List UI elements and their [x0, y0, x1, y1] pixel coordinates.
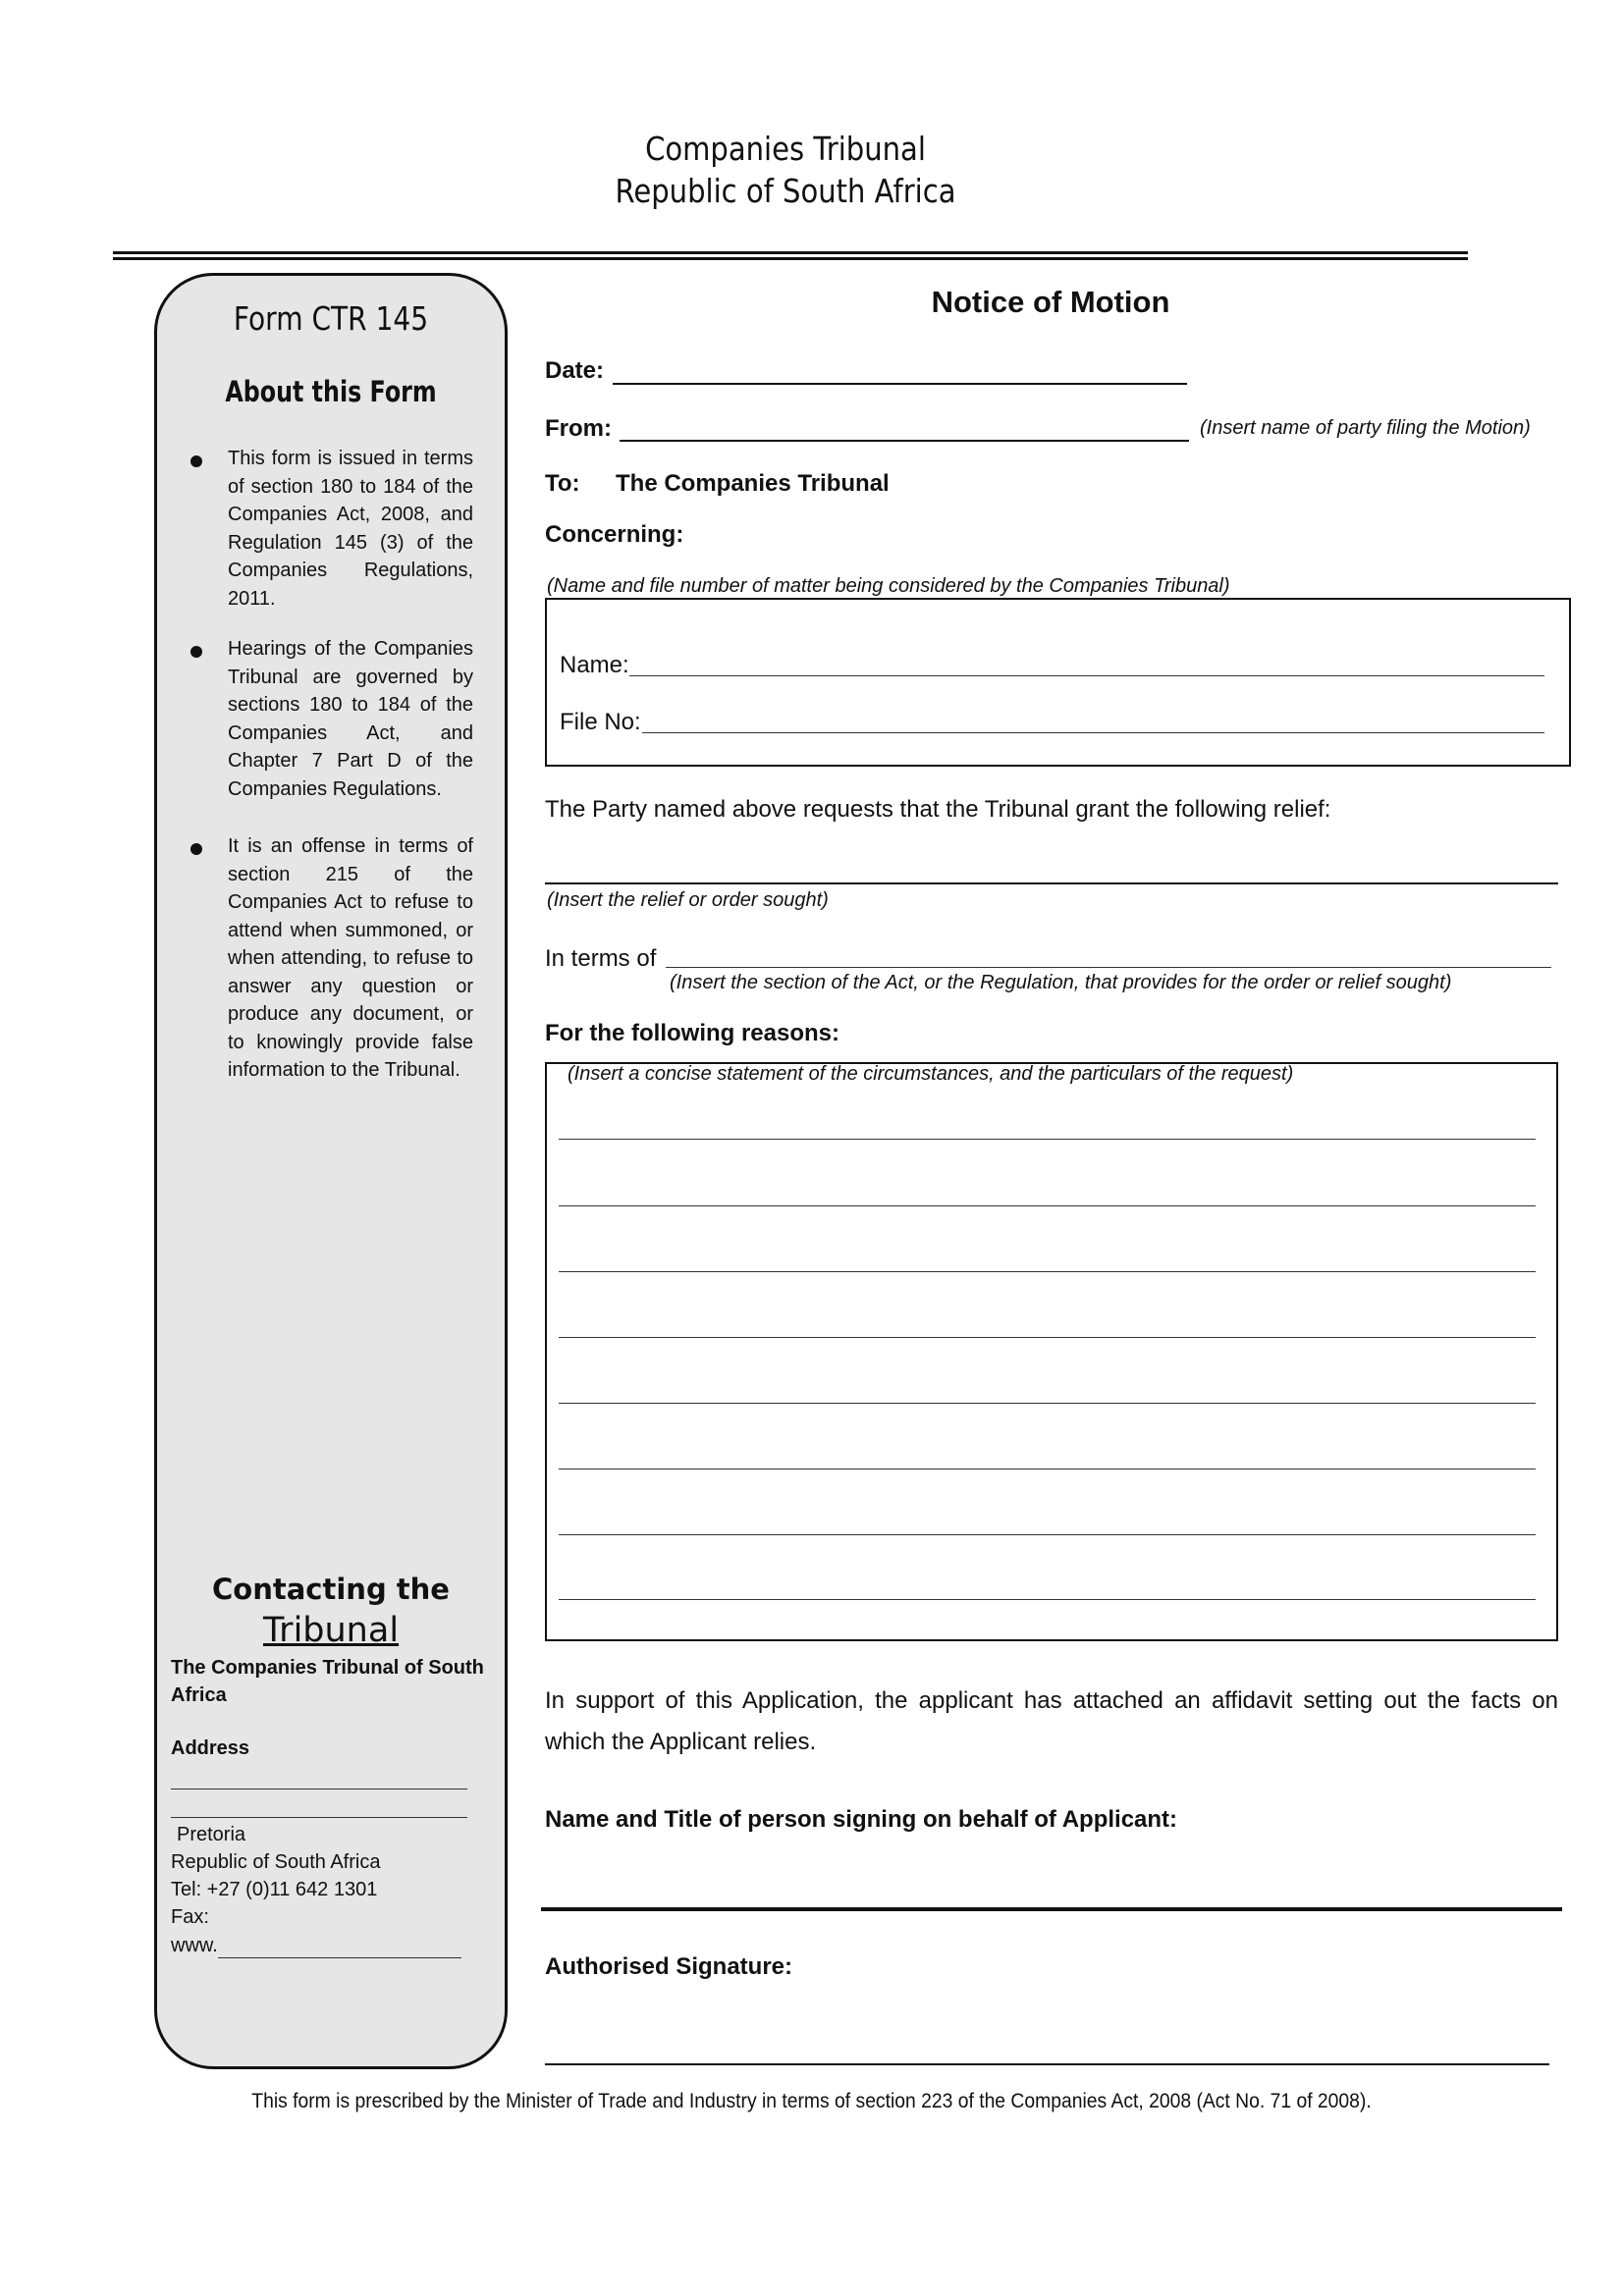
contact-heading-tribunal: Tribunal	[262, 1611, 400, 1650]
signer-field[interactable]	[541, 1907, 1562, 1911]
from-hint: (Insert name of party filing the Motion)	[1200, 417, 1531, 439]
reason-line-4[interactable]	[559, 1337, 1536, 1338]
signature-field[interactable]	[545, 2063, 1549, 2065]
name-field[interactable]	[629, 675, 1544, 676]
reason-line-6[interactable]	[559, 1468, 1536, 1469]
bullet-icon	[190, 455, 202, 467]
header-title: Companies Tribunal	[645, 130, 926, 168]
contact-address-label: Address	[171, 1737, 250, 1759]
file-no-label: File No:	[560, 709, 641, 735]
name-label: Name:	[560, 652, 629, 678]
concerning-box	[545, 598, 1571, 767]
relief-field[interactable]	[545, 882, 1558, 884]
form-number: Form CTR 145	[233, 299, 429, 338]
reason-line-8[interactable]	[559, 1599, 1536, 1600]
contact-city: Pretoria	[177, 1824, 246, 1845]
contact-country: Republic of South Africa	[171, 1851, 381, 1873]
contact-heading: Contacting the	[212, 1573, 450, 1606]
form-title: Notice of Motion	[931, 285, 1170, 319]
about-heading: About this Form	[225, 375, 437, 408]
about-bullet-2: Hearings of the Companies Tribunal are governed by sections 180 to 184 of the Companies Act, and Chapter 7 Part D of the Companies Regulations.	[228, 638, 473, 800]
address-line-2[interactable]	[171, 1817, 467, 1818]
contact-fax: Fax:	[171, 1906, 209, 1928]
about-bullet-1: This form is issued in terms of section 180 to 184 of the Companies Act, 2008, and Regulation 145 (3) of the Companies Regulations, 2011.	[228, 448, 473, 610]
reasons-hint: (Insert a concise statement of the circumstances, and the particulars of the request)	[568, 1063, 1294, 1085]
relief-hint: (Insert the relief or order sought)	[547, 889, 829, 911]
concerning-hint: (Name and file number of matter being considered by the Companies Tribunal)	[547, 575, 1230, 597]
concerning-label: Concerning:	[545, 521, 684, 548]
header-divider-bottom	[113, 257, 1468, 260]
reason-line-1[interactable]	[559, 1139, 1536, 1140]
header-subtitle: Republic of South Africa	[615, 172, 956, 210]
in-terms-field[interactable]	[666, 967, 1551, 968]
in-terms-hint: (Insert the section of the Act, or the Regulation, that provides for the order or relief sought)	[670, 972, 1452, 993]
bullet-icon	[190, 646, 202, 658]
www-line[interactable]	[218, 1957, 461, 1958]
bullet-icon	[190, 843, 202, 855]
about-bullet-3: It is an offense in terms of section 215 of the Companies Act to refuse to attend when summoned, or when attending, to refuse to answer any question or produce any document, or to knowingly provide false information to the Tribunal.	[228, 835, 473, 1081]
reason-line-2[interactable]	[559, 1205, 1536, 1206]
contact-org-name: The Companies Tribunal of South Africa	[171, 1657, 484, 1706]
reason-line-7[interactable]	[559, 1534, 1536, 1535]
to-value: The Companies Tribunal	[616, 470, 890, 497]
reasons-box	[545, 1062, 1558, 1641]
contact-www: www.	[171, 1935, 218, 1956]
to-label: To:	[545, 470, 580, 497]
reason-line-5[interactable]	[559, 1403, 1536, 1404]
support-text: In support of this Application, the applicant has attached an affidavit setting out the facts on which the Applicant relies.	[545, 1687, 1558, 1755]
date-label: Date:	[545, 357, 605, 384]
relief-text: The Party named above requests that the Tribunal grant the following relief:	[545, 796, 1331, 823]
header-divider-top	[113, 251, 1468, 254]
date-field[interactable]	[613, 383, 1187, 385]
footer-note: This form is prescribed by the Minister of Trade and Industry in terms of section 223 of the Companies Act, 2008 (Act No. 71 of 2008).	[251, 2090, 1372, 2112]
from-label: From:	[545, 415, 612, 442]
reasons-label: For the following reasons:	[545, 1020, 840, 1046]
in-terms-label: In terms of	[545, 945, 657, 972]
from-field[interactable]	[620, 440, 1189, 442]
reason-line-3[interactable]	[559, 1271, 1536, 1272]
signer-label: Name and Title of person signing on behalf of Applicant:	[545, 1806, 1178, 1833]
signature-label: Authorised Signature:	[545, 1953, 793, 1980]
contact-tel: Tel: +27 (0)11 642 1301	[171, 1879, 378, 1900]
file-no-field[interactable]	[642, 732, 1544, 733]
